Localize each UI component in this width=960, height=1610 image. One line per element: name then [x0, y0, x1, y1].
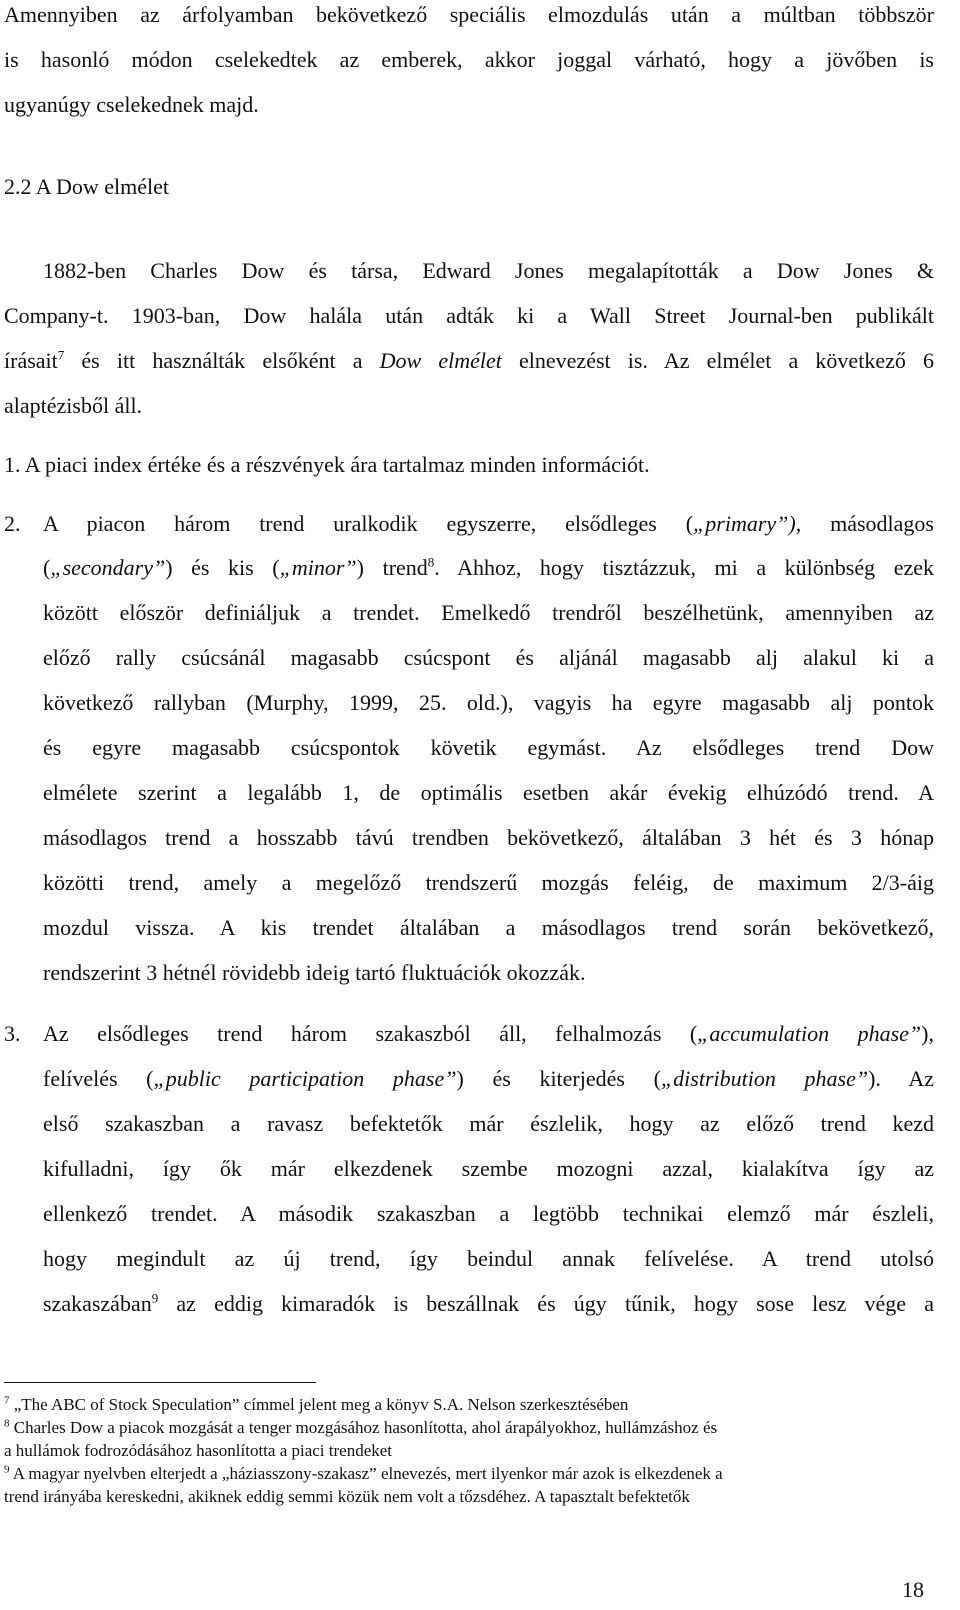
item2-line-2a: ( — [43, 555, 51, 580]
item3-line-7a: szakaszában — [43, 1291, 152, 1316]
intro-line-1: Amennyiben az árfolyamban bekövetkező speciális elmozdulás után a múltban többször — [4, 2, 934, 27]
item2-line-2 — [43, 555, 934, 581]
para1-line-3 — [4, 348, 934, 374]
item3-line-2 — [43, 1066, 934, 1092]
intro-line-3: ugyanúgy cselekednek majd. — [4, 92, 259, 117]
footnote-ref-9: 9 — [151, 1290, 159, 1306]
footnote-9-number: 9 — [4, 1463, 10, 1476]
item2-primary: „primary”) — [693, 511, 796, 536]
item3-accumulation: „accumulation phase” — [697, 1021, 922, 1046]
footnote-7-number: 7 — [4, 1394, 10, 1407]
item3-line-1c: ), — [921, 1021, 934, 1046]
footnote-8-number: 8 — [4, 1417, 10, 1430]
footnote-8-line-2: a hullámok fodrozódásához hasonlította a piaci trendeket — [4, 1441, 393, 1460]
item2-line-3: között először definiáljuk a trendet. Emelkedő trendről beszélhetünk, amennyiben az — [43, 600, 934, 625]
intro-line-2: is hasonló módon cselekedtek az emberek, akkor joggal várható, hogy a jövőben is — [4, 47, 934, 72]
item2-secondary: „secondary” — [50, 555, 166, 580]
footnote-7-text: „The ABC of Stock Speculation” címmel jelent meg a könyv S.A. Nelson szerkesztésében — [9, 1395, 629, 1414]
para1-line-1: 1882-ben Charles Dow és társa, Edward Jones megalapították a Dow Jones & — [43, 258, 934, 283]
list-item-1: 1. A piaci index értéke és a részvények ára tartalmaz minden információt. — [4, 452, 650, 477]
footnote-ref-8: 8 — [427, 554, 435, 570]
item3-line-1 — [43, 1021, 934, 1047]
item2-line-6: és egyre magasabb csúcspontok követik egymást. Az elsődleges trend Dow — [43, 735, 934, 760]
item3-public-participation: „public participation phase” — [153, 1066, 457, 1091]
footnote-separator — [4, 1382, 316, 1383]
page-number: 18 — [902, 1577, 924, 1602]
footnote-ref-7: 7 — [57, 347, 65, 363]
item2-line-2c: ) és kis ( — [165, 555, 280, 580]
item2-line-1 — [43, 511, 934, 537]
footnote-7 — [4, 1395, 628, 1415]
item3-distribution: „distribution phase” — [660, 1066, 869, 1091]
item3-line-2a: felívelés ( — [43, 1066, 154, 1091]
item2-line-9: közötti trend, amely a megelőző trendszerű mozgás feléig, de maximum 2/3-áig — [43, 870, 934, 895]
section-heading: 2.2 A Dow elmélet — [4, 174, 169, 199]
list-item-2-number: 2. — [4, 511, 21, 536]
list-item-3-number: 3. — [4, 1021, 21, 1046]
item2-line-11: rendszerint 3 hétnél rövidebb ideig tartó fluktuációk okozzák. — [43, 960, 586, 985]
footnote-9-text-a: A magyar nyelvben elterjedt a „háziasszony-szakasz” elnevezés, mert ilyenkor már azok is elkezdenek a — [9, 1464, 723, 1483]
item2-line-4: előző rally csúcsánál magasabb csúcspont és aljánál magasabb alj alakul ki a — [43, 645, 934, 670]
item3-line-5: ellenkező trendet. A második szakaszban a legtöbb technikai elemző már észleli, — [43, 1201, 934, 1226]
item2-line-2e: ) trend — [356, 555, 428, 580]
footnote-8 — [4, 1418, 717, 1438]
item3-line-6: hogy megindult az új trend, így beindul annak felívelése. A trend utolsó — [43, 1246, 934, 1271]
item3-line-2c: ) és kiterjedés ( — [456, 1066, 661, 1091]
item3-line-4: kifulladni, így ők már elkezdenek szembe mozogni azzal, kialakítva így az — [43, 1156, 934, 1181]
item3-line-3: első szakaszban a ravasz befektetők már észlelik, hogy az előző trend kezd — [43, 1111, 934, 1136]
item2-line-8: másodlagos trend a hosszabb távú trendben bekövetkező, általában 3 hét és 3 hónap — [43, 825, 934, 850]
para1-line-3b: és itt használták elsőként a — [64, 348, 380, 373]
item2-line-10: mozdul vissza. A kis trendet általában a másodlagos trend során bekövetkező, — [43, 915, 934, 940]
footnote-8-text-a: Charles Dow a piacok mozgását a tenger mozgásához hasonlította, ahol árapályokhoz, hullámzáshoz és — [9, 1418, 718, 1437]
item3-line-7b: az eddig kimaradók is beszállnak és úgy tűnik, hogy sose lesz vége a — [158, 1291, 934, 1316]
item2-line-1a: A piacon három trend uralkodik egyszerre, elsődleges ( — [43, 511, 694, 536]
para1-line-3d: elnevezést is. Az elmélet a következő 6 — [501, 348, 934, 373]
footnote-9 — [4, 1464, 723, 1484]
item3-line-1a: Az elsődleges trend három szakaszból áll, felhalmozás ( — [43, 1021, 698, 1046]
item2-line-1c: , másodlagos — [795, 511, 934, 536]
para1-line-3a: írásait — [4, 348, 58, 373]
para1-line-4: alaptézisből áll. — [4, 393, 143, 418]
item3-line-7 — [43, 1291, 934, 1317]
item3-line-2e: ). Az — [868, 1066, 934, 1091]
item2-line-5: következő rallyban (Murphy, 1999, 25. old.), vagyis ha egyre magasabb alj pontok — [43, 690, 934, 715]
footnote-9-line-2: trend irányába kereskedni, akiknek eddig semmi közük nem volt a tőzsdéhez. A tapasztalt befektetők — [4, 1487, 690, 1506]
item2-line-7: elmélete szerint a legalább 1, de optimális esetben akár évekig elhúzódó trend. A — [43, 780, 934, 805]
para1-line-2: Company-t. 1903-ban, Dow halála után adták ki a Wall Street Journal-ben publikált — [4, 303, 934, 328]
item2-line-2f: . Ahhoz, hogy tisztázzuk, mi a különbség ezek — [434, 555, 935, 580]
item2-minor: „minor” — [279, 555, 357, 580]
dow-elmelet-term: Dow elmélet — [379, 348, 502, 373]
